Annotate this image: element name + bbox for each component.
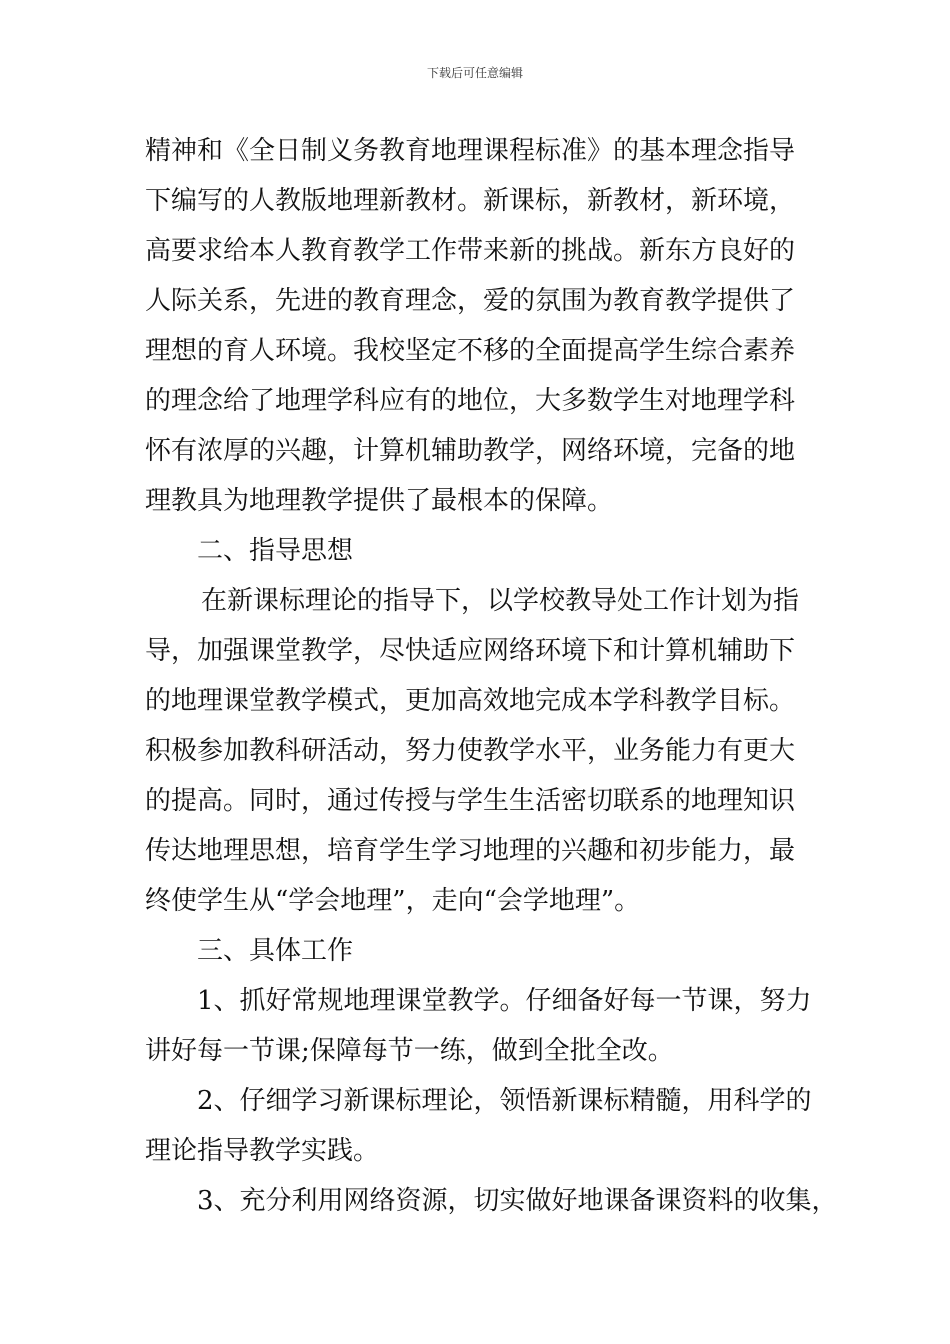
body-line: 的地理课堂教学模式，更加高效地完成本学科教学目标。 [145, 686, 796, 716]
body-line: 高要求给本人教育教学工作带来新的挑战。新东方良好的 [145, 236, 796, 266]
section-heading-specific-work: 三、具体工作 [197, 936, 354, 966]
body-line: 理想的育人环境。我校坚定不移的全面提高学生综合素养 [145, 336, 796, 366]
body-line: 人际关系，先进的教育理念，爱的氛围为教育教学提供了 [145, 286, 796, 316]
body-line: 理教具为地理教学提供了最根本的保障。 [145, 486, 614, 516]
body-line: 在新课标理论的指导下，以学校教导处工作计划为指 [201, 586, 800, 616]
body-line: 终使学生从“学会地理”，走向“会学地理”。 [145, 886, 641, 916]
body-line: 下编写的人教版地理新教材。新课标，新教材，新环境， [145, 186, 796, 216]
body-line: 怀有浓厚的兴趣，计算机辅助教学，网络环境，完备的地 [145, 436, 796, 466]
section-heading-guiding-thought: 二、指导思想 [197, 536, 354, 566]
list-item-2: 2、仔细学习新课标理论，领悟新课标精髓，用科学的 [197, 1086, 812, 1116]
body-line: 理论指导教学实践。 [145, 1136, 380, 1166]
body-line: 的提高。同时，通过传授与学生生活密切联系的地理知识 [145, 786, 796, 816]
body-line: 传达地理思想，培育学生学习地理的兴趣和初步能力，最 [145, 836, 796, 866]
list-item-3: 3、充分利用网络资源，切实做好地课备课资料的收集， [197, 1186, 838, 1216]
page-header-note: 下载后可任意编辑 [426, 66, 523, 80]
document-body [145, 126, 838, 1226]
list-item-1: 1、抓好常规地理课堂教学。仔细备好每一节课，努力 [197, 986, 812, 1016]
body-line: 导，加强课堂教学，尽快适应网络环境下和计算机辅助下 [145, 636, 796, 666]
body-line: 讲好每一节课;保障每节一练，做到全批全改。 [145, 1036, 674, 1066]
body-line: 积极参加教科研活动，努力使教学水平，业务能力有更大 [145, 736, 796, 766]
body-line: 精神和《全日制义务教育地理课程标准》的基本理念指导 [145, 136, 796, 166]
body-line: 的理念给了地理学科应有的地位，大多数学生对地理学科 [145, 386, 796, 416]
